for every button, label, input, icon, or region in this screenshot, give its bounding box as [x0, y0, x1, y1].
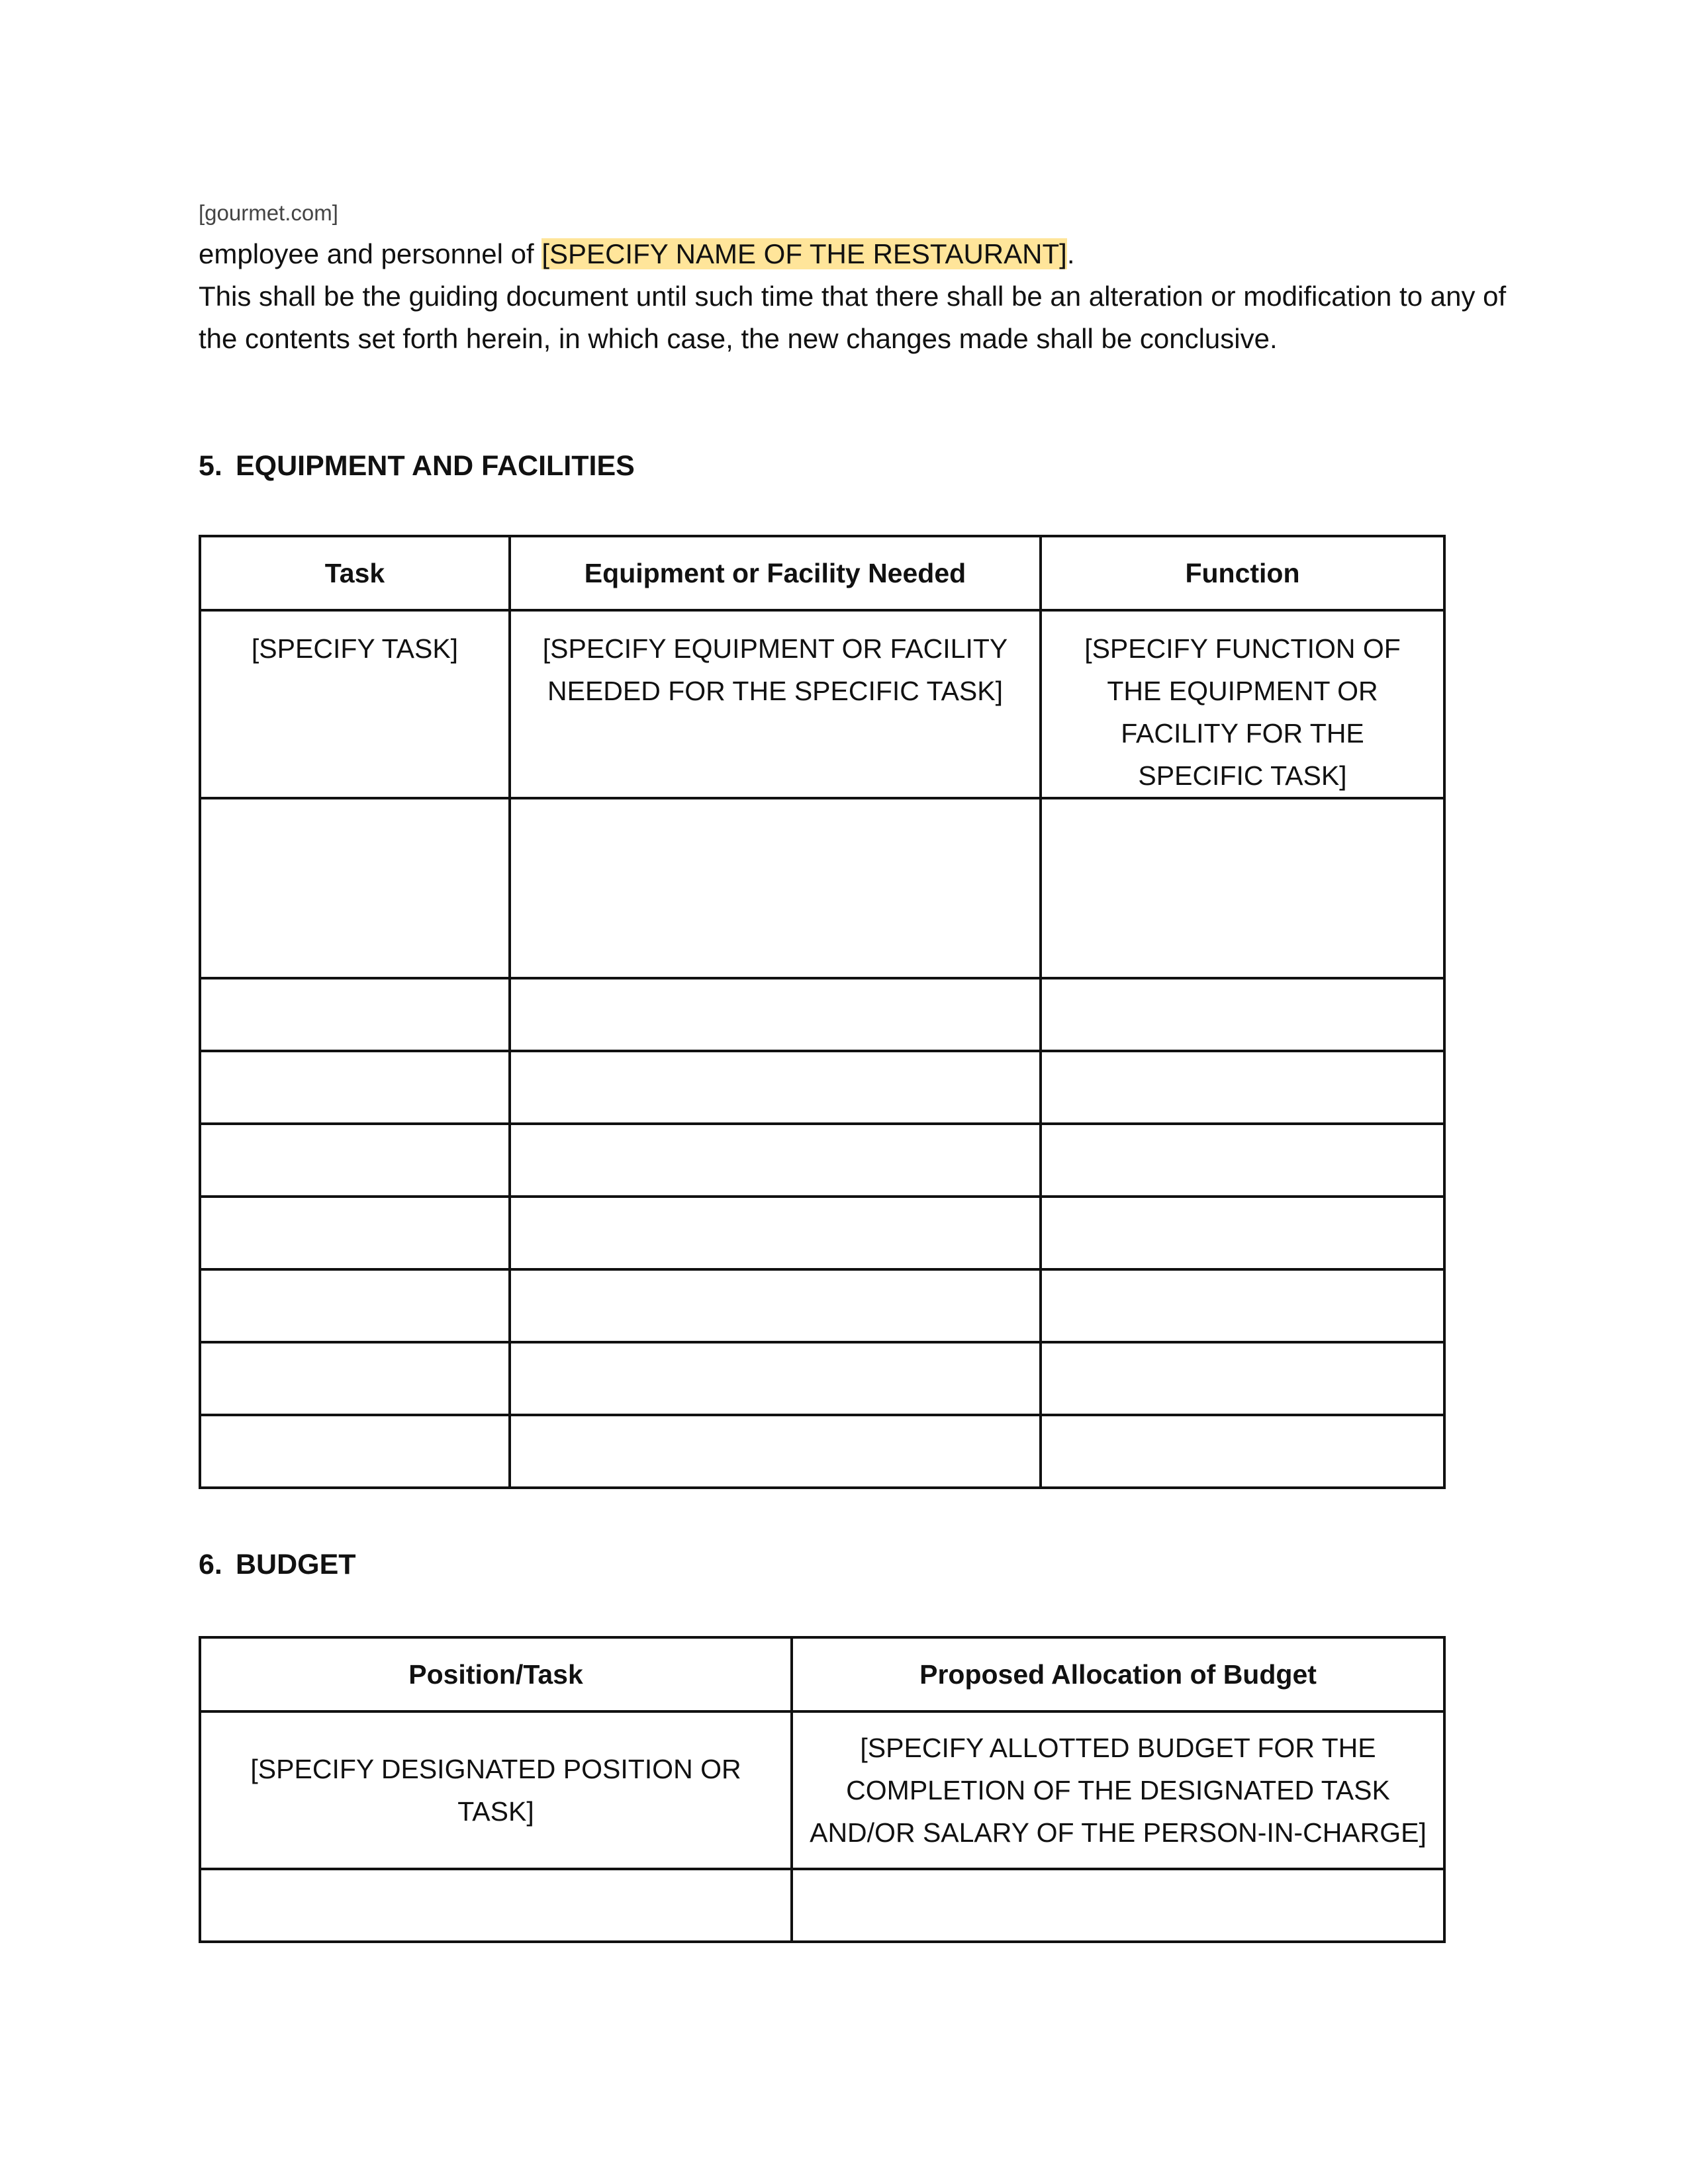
table-cell-empty	[200, 1197, 510, 1269]
equipment-facilities-table	[199, 535, 1446, 1489]
table-cell-empty	[200, 798, 510, 978]
table-cell-empty	[510, 1124, 1041, 1197]
table-cell-empty	[510, 798, 1041, 978]
table-cell-empty	[792, 1869, 1444, 1942]
table-row-empty	[200, 1869, 1444, 1942]
table-row	[200, 610, 1444, 798]
table-cell-empty	[1041, 1124, 1444, 1197]
table-row	[200, 1711, 1444, 1869]
table-header-row	[200, 536, 1444, 610]
table-row-empty	[200, 1269, 1444, 1342]
intro-period: .	[1066, 238, 1075, 269]
table-cell-empty	[200, 1124, 510, 1197]
table-cell-empty	[200, 1342, 510, 1415]
table-cell-empty	[200, 1269, 510, 1342]
table-cell-empty	[200, 1051, 510, 1124]
section-heading-budget	[199, 1545, 356, 1584]
table-cell-empty	[200, 1415, 510, 1488]
table-cell-position: [SPECIFY DESIGNATED POSITION OR TASK]	[200, 1711, 792, 1869]
table-cell-empty	[1041, 1415, 1444, 1488]
budget-table	[199, 1636, 1446, 1943]
intro-paragraph-line	[199, 233, 1509, 275]
table-row-empty	[200, 1342, 1444, 1415]
guiding-document-paragraph: This shall be the guiding document until such time that there shall be an alteration or modification to any of the contents set forth herein, in which case, the new changes made shall be conclusive.	[199, 281, 1507, 354]
column-header-task: Task	[200, 536, 510, 610]
table-cell-empty	[510, 1197, 1041, 1269]
table-cell-function: [SPECIFY FUNCTION OF THE EQUIPMENT OR FACILITY FOR THE SPECIFIC TASK]	[1041, 610, 1444, 798]
table-cell-task: [SPECIFY TASK]	[200, 610, 510, 798]
section-number: 5.	[199, 450, 222, 482]
table-cell-empty	[1041, 1342, 1444, 1415]
table-cell-empty	[200, 1869, 792, 1942]
column-header-allocation: Proposed Allocation of Budget	[792, 1637, 1444, 1711]
table-cell-empty	[510, 1269, 1041, 1342]
section-number: 6.	[199, 1549, 222, 1580]
table-header-row	[200, 1637, 1444, 1711]
column-header-function: Function	[1041, 536, 1444, 610]
table-row-empty	[200, 798, 1444, 978]
table-cell-empty	[1041, 798, 1444, 978]
restaurant-name-placeholder: [SPECIFY NAME OF THE RESTAURANT]	[541, 238, 1067, 269]
intro-text: employee and personnel of	[199, 238, 542, 269]
table-row-empty	[200, 1197, 1444, 1269]
section-title: EQUIPMENT AND FACILITIES	[236, 450, 635, 482]
table-row-empty	[200, 1124, 1444, 1197]
table-cell-empty	[510, 978, 1041, 1051]
table-row-empty	[200, 1051, 1444, 1124]
section-heading-equipment	[199, 446, 635, 486]
table-cell-empty	[1041, 978, 1444, 1051]
section-title: BUDGET	[236, 1549, 356, 1580]
table-cell-empty	[510, 1342, 1041, 1415]
table-cell-equipment: [SPECIFY EQUIPMENT OR FACILITY NEEDED FOR THE SPECIFIC TASK]	[510, 610, 1041, 798]
table-row-empty	[200, 1415, 1444, 1488]
column-header-position: Position/Task	[200, 1637, 792, 1711]
table-cell-allocation: [SPECIFY ALLOTTED BUDGET FOR THE COMPLETION OF THE DESIGNATED TASK AND/OR SALARY OF THE PERSON-IN-CHARGE]	[792, 1711, 1444, 1869]
table-cell-empty	[200, 978, 510, 1051]
table-cell-empty	[1041, 1269, 1444, 1342]
table-cell-empty	[1041, 1051, 1444, 1124]
table-cell-empty	[1041, 1197, 1444, 1269]
table-cell-empty	[510, 1415, 1041, 1488]
source-label: [gourmet.com]	[199, 201, 338, 225]
table-cell-empty	[510, 1051, 1041, 1124]
column-header-equipment: Equipment or Facility Needed	[510, 536, 1041, 610]
table-row-empty	[200, 978, 1444, 1051]
